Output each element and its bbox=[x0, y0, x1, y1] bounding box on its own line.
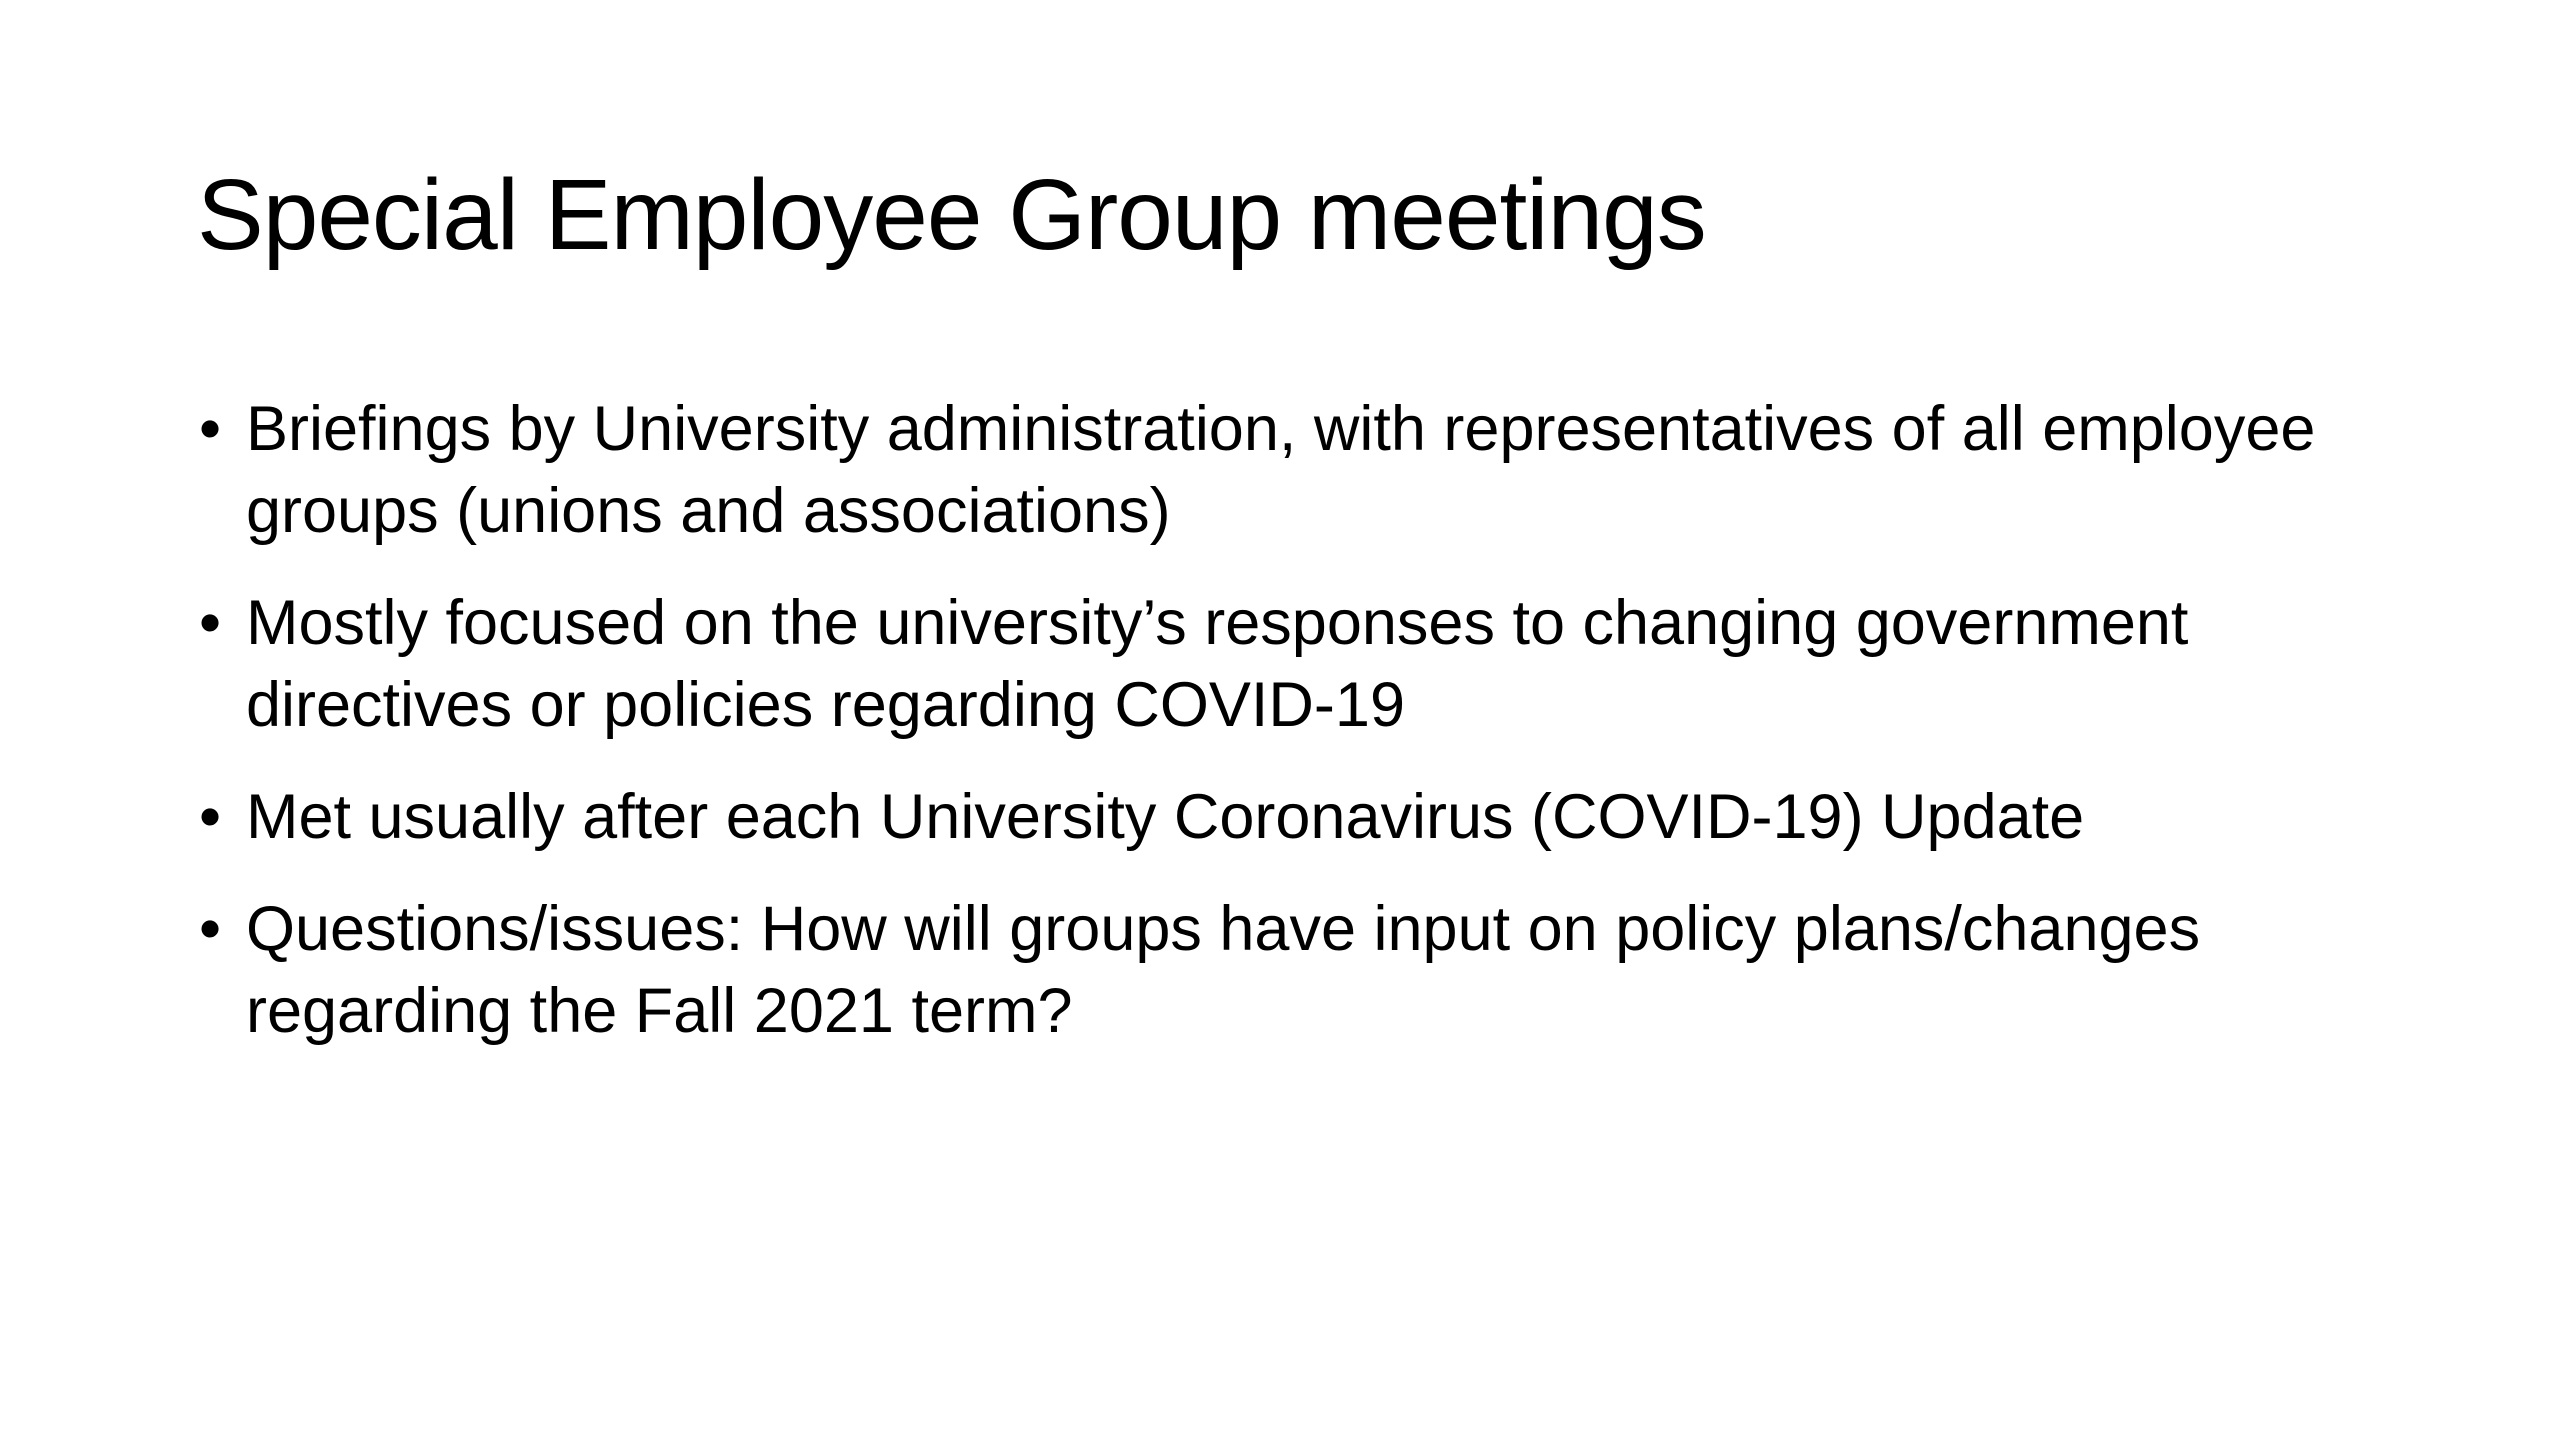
bullet-point-icon: • bbox=[199, 782, 222, 852]
bullet-point-icon: • bbox=[199, 894, 222, 964]
bullet-list bbox=[197, 388, 2427, 1082]
bullet-point-icon: • bbox=[199, 588, 222, 658]
bullet-point-icon: • bbox=[199, 394, 222, 464]
bullet-text: Met usually after each University Coronavirus (COVID-19) Update bbox=[246, 782, 2085, 852]
bullet-text: Questions/issues: How will groups have input on policy plans/changes regarding the Fall 2021 term? bbox=[246, 894, 2201, 1046]
bullet-item bbox=[197, 888, 2427, 1052]
bullet-item bbox=[197, 388, 2427, 552]
bullet-text: Mostly focused on the university’s responses to changing government directives or policies regarding COVID-19 bbox=[246, 588, 2189, 740]
bullet-item bbox=[197, 582, 2427, 746]
slide-title: Special Employee Group meetings bbox=[197, 159, 1706, 271]
bullet-item bbox=[197, 776, 2427, 858]
bullet-text: Briefings by University administration, with representatives of all employee groups (unions and associations) bbox=[246, 394, 2316, 546]
